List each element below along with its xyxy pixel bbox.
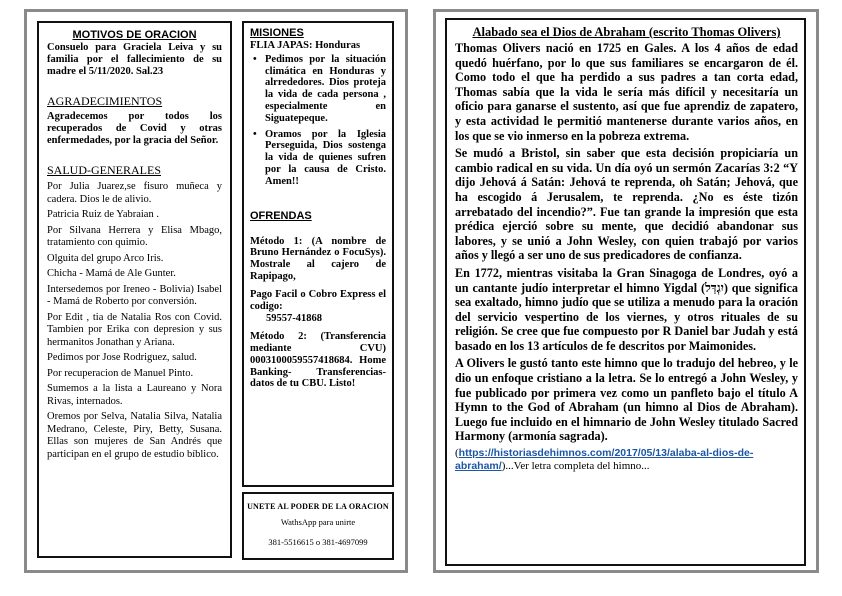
unete-phones: 381-5516615 o 381-4697099 xyxy=(268,537,368,547)
source-trailing-text: )...Ver letra completa del himno... xyxy=(501,460,650,473)
ofrendas-codigo: 59557-41868 xyxy=(266,313,322,325)
article-paragraph: Thomas Olivers nació en 1725 en Gales. A los 4 años de edad quedó huérfano, por lo que sus familiares se encargaron de él. Como todo el que ha perdido a sus padres a tan corta edad, Thomas sabía que la vida le sería más difícil y necesitaría un oficio para ganarse el sustento, así que fue aprendiz de zapatero, y esta actividad le permitió mantenerse durante varios años, en los que se vio inmerso en la pobreza extrema. xyxy=(455,41,798,143)
agradecimientos-title: AGRADECIMIENTOS xyxy=(47,94,163,108)
salud-item: Por recuperacion de Manuel Pinto. xyxy=(47,367,194,379)
misiones-bullets xyxy=(250,54,386,188)
salud-item: Por Edit , tia de Natalia Ros con Covid. Tambien por Erika con depresion y sus hermanitos Jonathan y Ariana. xyxy=(47,311,222,348)
join-prayer-box xyxy=(242,492,394,560)
source-line xyxy=(455,447,798,473)
source-open-paren: ( xyxy=(455,447,459,460)
misiones-bullet: • Pedimos por la situación climática en Honduras y alrrededores. Dios proteja la vida de cada persona , especialmente en Siguatepeque. xyxy=(250,54,386,125)
article-paragraph: En 1772, mientras visitaba la Gran Sinagoga de Londres, oyó a un cantante judío interpretar el himno Yigdal (יִגְדַּל) que significa sea exaltado, himno judío que se utiliza a menudo para la oración del servicio vespertino de los viernes, y otros rituales de su religión. Se cree que fue compuesto por R Daniel bar Judah y está basado en los 13 artículos de fe descritos por Maimonides. xyxy=(455,265,798,353)
prayer-requests-box xyxy=(37,21,232,558)
salud-item: Chicha - Mamá de Ale Gunter. xyxy=(47,268,176,279)
left-page xyxy=(24,9,408,573)
motivos-title: MOTIVOS DE ORACION xyxy=(72,29,197,41)
salud-item: Oremos por Selva, Natalia Silva, Natalia Medrano, Celeste, Piry, Betty, Susana. Ellas son mujeres de San Andrés que participan en el grupo de estudio bíblico. xyxy=(47,411,222,460)
agradecimientos-text: Agradecemos por todos los recuperados de Covid y otras enfermedades, por la gracia del Señor. xyxy=(47,111,222,146)
ofrendas-metodo2: Método 2: (Transferencia mediante CVU) 0003100059557418684. Home Banking- Transferencias- datos de tu CBU. Listo! xyxy=(250,331,386,390)
article-paragraph: A Olivers le gustó tanto este himno que lo tradujo del hebreo, y le dio un enfoque cristiano a la letra. Se lo entregó a John Wesley, y fue publicado por primera vez como un panfleto bajo el título A Hymn to the God of Abraham (un himno al Dios de Abraham). Luego fue incluido en el himnario de John Wesley titulado Sacred Harmony (armonía sagrada). xyxy=(455,356,798,444)
missions-box xyxy=(242,21,394,487)
unete-subtitle: WathsApp para unirte xyxy=(280,517,356,527)
right-page xyxy=(433,9,819,573)
salud-title: SALUD-GENERALES xyxy=(47,163,161,177)
salud-item: Patricia Ruiz de Yabraian . xyxy=(47,209,159,220)
salud-item: Sumemos a la lista a Laureano y Nora Rivas, internados. xyxy=(47,383,222,407)
ofrendas-title: OFRENDAS xyxy=(250,209,312,222)
salud-item: Pedimos por Jose Rodriguez, salud. xyxy=(47,352,197,363)
article-title: Alabado sea el Dios de Abraham (escrito Thomas Olivers) xyxy=(472,25,781,39)
misiones-subtitle: FLIA JAPAS: Honduras xyxy=(250,40,361,51)
source-link[interactable]: https://historiasdehimnos.com/2017/05/13/alaba-al-dios-de-abraham/ xyxy=(455,447,754,473)
salud-item: Intersedemos por Ireneo - Bolivia) Isabel - Mamá de Roberto por conversión. xyxy=(47,283,222,307)
ofrendas-metodo1: Método 1: (A nombre de Bruno Hernández o FocuSys). Mostrale al cajero de Rapipago, xyxy=(250,235,386,282)
unete-title: UNETE AL PODER DE LA ORACION xyxy=(247,502,389,511)
misiones-bullet: • Oramos por la Iglesia Perseguida, Dios sostenga la vida de quienes sufren por la causa de Cristo. Amen!! xyxy=(250,129,386,188)
hymn-article-box xyxy=(445,18,806,566)
salud-item: Olguita del grupo Arco Iris. xyxy=(47,252,164,264)
ofrendas-codigo-row xyxy=(250,313,386,325)
misiones-title: MISIONES xyxy=(250,27,304,39)
motivos-text: Consuelo para Graciela Leiva y su familia por el fallecimiento de su madre el 5/11/2020. Sal.23 xyxy=(47,42,222,77)
ofrendas-pago-facil: Pago Facil o Cobro Express el codigo: xyxy=(250,288,386,312)
salud-item: Por Julia Juarez,se fisuro muñeca y cadera. Dios le de alivio. xyxy=(47,181,222,205)
salud-list xyxy=(47,181,222,461)
salud-item: Por Silvana Herrera y Elisa Mbago, tratamiento con quimio. xyxy=(47,224,222,248)
article-paragraph: Se mudó a Bristol, sin saber que esta decisión propiciaría un cambio radical en su vida. Un día oyó un sermón Zacarías 3:2 “Y dijo Jehová á Satán: Jehová te reprenda, oh Satán; Jehová, que ha escogido á Jerusalem, te reprenda. ¿No es éste tizón arrebatado del incendio?”. Fue tan grande la impresión que esta prédica ejerció sobre su mente, que decidió abandonar sus labores, y se unió a John Wesley, con quien trabajó por varios años y llegó a ser uno de sus predicadores de confianza. xyxy=(455,146,798,263)
